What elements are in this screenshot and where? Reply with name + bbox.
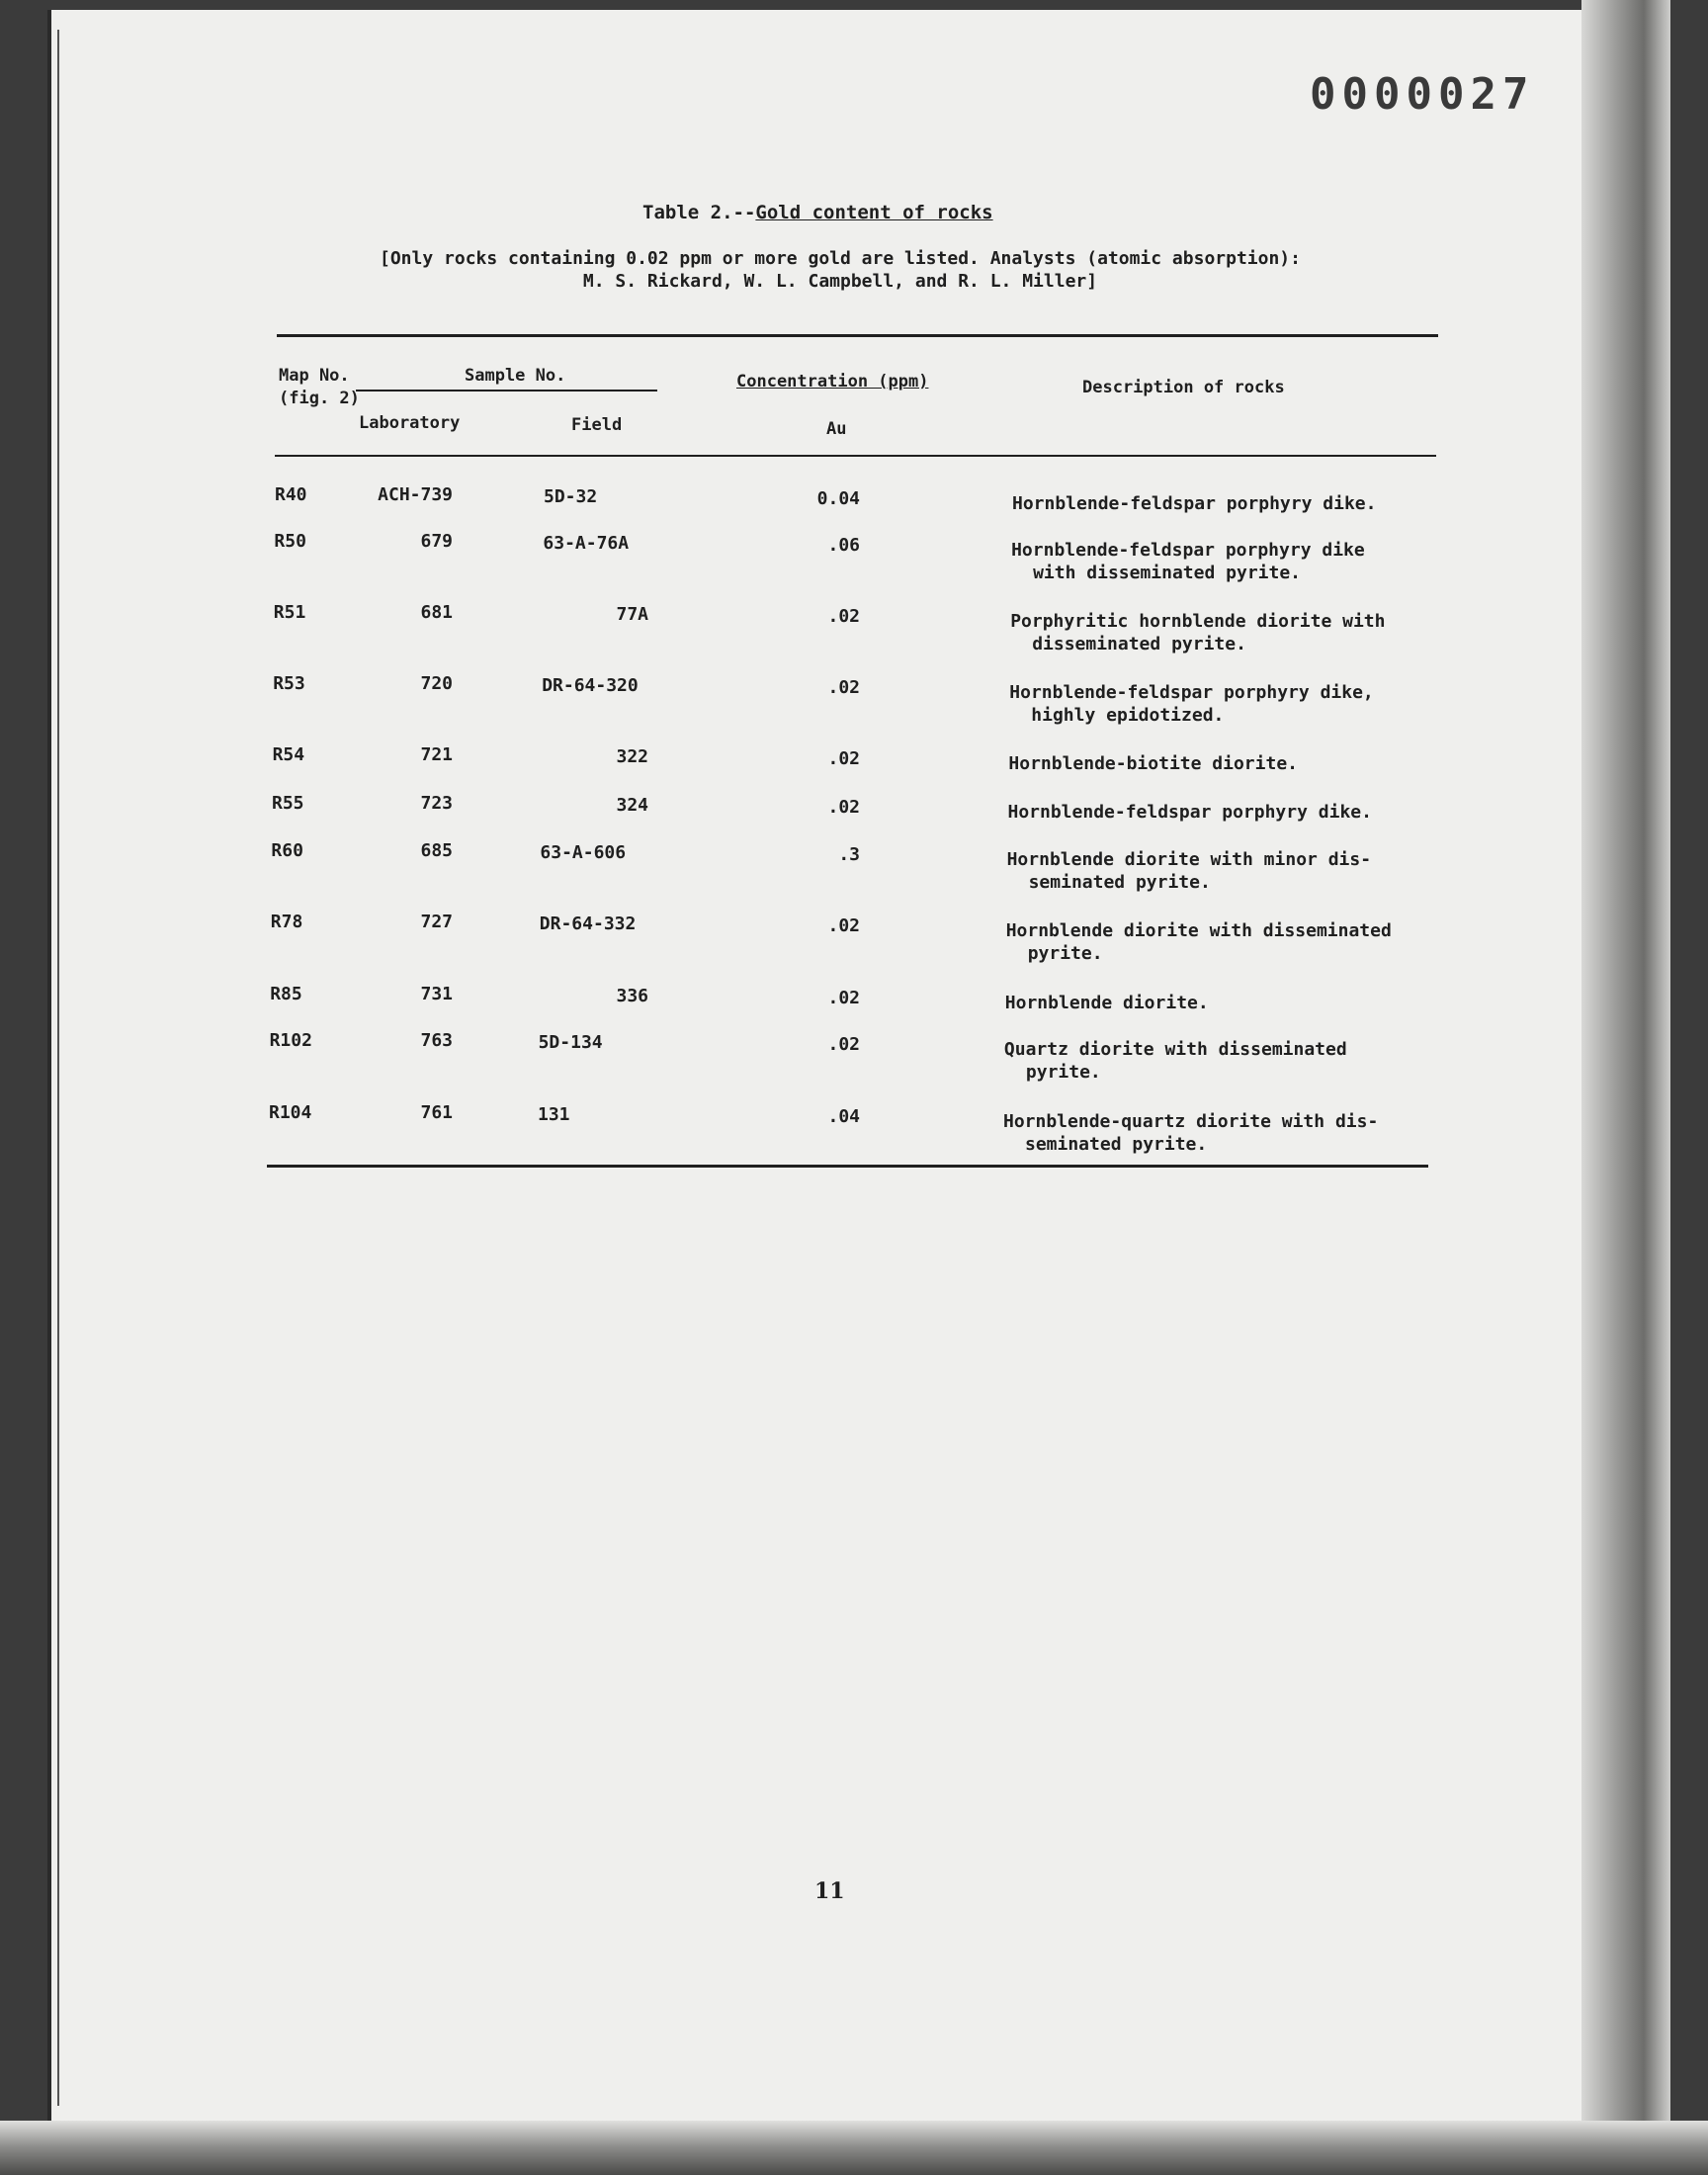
row-laboratory-no: 763 — [420, 1030, 453, 1051]
row-description-line-1: Porphyritic hornblende diorite with — [1010, 611, 1386, 632]
row-map-no: R51 — [273, 602, 306, 623]
document-number: 0000027 — [1310, 69, 1535, 120]
row-description-line-2: highly epidotized. — [1031, 705, 1225, 726]
header-sample-no: Sample No. — [465, 366, 566, 386]
row-description-line-2: pyrite. — [1025, 1062, 1101, 1083]
row-laboratory-no: 681 — [420, 602, 453, 623]
row-description-line-2: seminated pyrite. — [1028, 872, 1211, 893]
row-au-value: .02 — [827, 606, 860, 627]
row-description — [1011, 539, 1365, 584]
row-map-no: R60 — [271, 840, 303, 861]
row-au-value: .02 — [827, 748, 860, 769]
table-note-line-1: [Only rocks containing 0.02 ppm or more gold are listed. Analysts (atomic absorption): — [380, 248, 1301, 269]
row-description-line-1: Hornblende diorite with disseminated — [1005, 920, 1392, 941]
table-header-rule — [275, 455, 1436, 457]
row-description-line-2: pyrite. — [1027, 943, 1103, 964]
row-laboratory-no: 679 — [420, 531, 453, 552]
row-field-no: DR-64-332 — [539, 914, 637, 934]
row-laboratory-no: 731 — [420, 984, 453, 1004]
row-field-no: 63-A-606 — [540, 842, 627, 863]
row-laboratory-no: 723 — [420, 793, 453, 814]
row-description-line-1: Hornblende diorite with minor dis- — [1006, 849, 1372, 870]
document-page — [47, 10, 1633, 2135]
row-au-value: .02 — [827, 677, 860, 698]
row-au-value: .02 — [827, 797, 860, 818]
row-laboratory-no: 721 — [420, 744, 453, 765]
header-concentration: Concentration (ppm) — [736, 372, 929, 392]
row-map-no: R102 — [269, 1030, 312, 1051]
table-bottom-rule — [267, 1165, 1428, 1168]
page-bottom-shadow — [0, 2121, 1708, 2175]
row-au-value: .04 — [827, 1106, 860, 1127]
table-top-rule — [277, 334, 1438, 337]
row-description-line-1: Quartz diorite with disseminated — [1003, 1039, 1347, 1060]
row-au-value: .02 — [827, 1034, 860, 1055]
row-laboratory-no: ACH-739 — [378, 484, 453, 505]
row-field-no: DR-64-320 — [542, 675, 639, 696]
row-laboratory-no: 761 — [420, 1102, 453, 1123]
header-fig: (fig. 2) — [279, 389, 360, 408]
header-field: Field — [571, 415, 623, 435]
row-description — [1010, 610, 1385, 655]
table-title — [642, 202, 993, 223]
row-description-line-1: Hornblende-feldspar porphyry dike. — [1012, 493, 1377, 514]
row-field-no: 63-A-76A — [543, 533, 630, 554]
row-description — [1007, 848, 1371, 894]
row-map-no: R50 — [274, 531, 306, 552]
row-field-no: 336 — [616, 986, 648, 1006]
row-map-no: R85 — [270, 984, 302, 1004]
row-map-no: R55 — [272, 793, 304, 814]
row-description-line-1: Hornblende diorite. — [1004, 993, 1209, 1013]
row-au-value: .02 — [827, 915, 860, 936]
binding-edge — [57, 30, 59, 2106]
table-title-main: Gold content of rocks — [755, 202, 993, 223]
row-description-line-1: Hornblende-feldspar porphyry dike. — [1007, 802, 1372, 823]
row-description — [1003, 1110, 1378, 1156]
row-au-value: .06 — [827, 535, 860, 556]
row-description — [1008, 752, 1298, 775]
row-au-value: .02 — [827, 988, 860, 1008]
row-description — [1012, 492, 1376, 515]
row-au-value: .3 — [838, 844, 860, 865]
row-map-no: R53 — [273, 673, 305, 694]
row-description-line-1: Hornblende-biotite diorite. — [1008, 753, 1298, 774]
row-field-no: 5D-134 — [538, 1032, 603, 1053]
row-field-no: 131 — [538, 1104, 570, 1125]
row-description-line-2: seminated pyrite. — [1025, 1134, 1208, 1155]
row-laboratory-no: 727 — [420, 912, 453, 932]
table-note-line-2: M. S. Rickard, W. L. Campbell, and R. L. Miller] — [582, 271, 1098, 292]
header-map-no: Map No. — [279, 366, 350, 386]
row-laboratory-no: 720 — [420, 673, 453, 694]
header-description: Description of rocks — [1082, 378, 1285, 397]
row-description-line-1: Hornblende-quartz diorite with dis- — [1003, 1111, 1379, 1132]
row-au-value: 0.04 — [816, 488, 860, 509]
page-edge-shadow — [1581, 0, 1670, 2175]
row-laboratory-no: 685 — [420, 840, 453, 861]
row-map-no: R78 — [270, 912, 303, 932]
row-map-no: R54 — [272, 744, 305, 765]
row-description-line-1: Hornblende-feldspar porphyry dike, — [1009, 682, 1374, 703]
row-map-no: R40 — [275, 484, 307, 505]
table-title-prefix: Table 2.-- — [642, 202, 756, 223]
row-field-no: 5D-32 — [544, 486, 598, 507]
row-description — [1009, 681, 1373, 727]
header-au: Au — [826, 419, 847, 439]
row-description-line-1: Hornblende-feldspar porphyry dike — [1011, 540, 1365, 561]
row-map-no: R104 — [269, 1102, 312, 1123]
row-description-line-2: disseminated pyrite. — [1032, 634, 1246, 654]
row-description — [1006, 919, 1392, 965]
row-field-no: 322 — [616, 746, 648, 767]
row-description — [1008, 801, 1372, 824]
sample-no-underline — [356, 390, 657, 392]
row-description — [1005, 992, 1209, 1014]
row-description — [1004, 1038, 1347, 1084]
row-description-line-2: with disseminated pyrite. — [1033, 563, 1302, 583]
header-laboratory: Laboratory — [359, 413, 461, 433]
page-number: 11 — [814, 1878, 845, 1904]
row-field-no: 77A — [616, 604, 648, 625]
row-field-no: 324 — [616, 795, 648, 816]
